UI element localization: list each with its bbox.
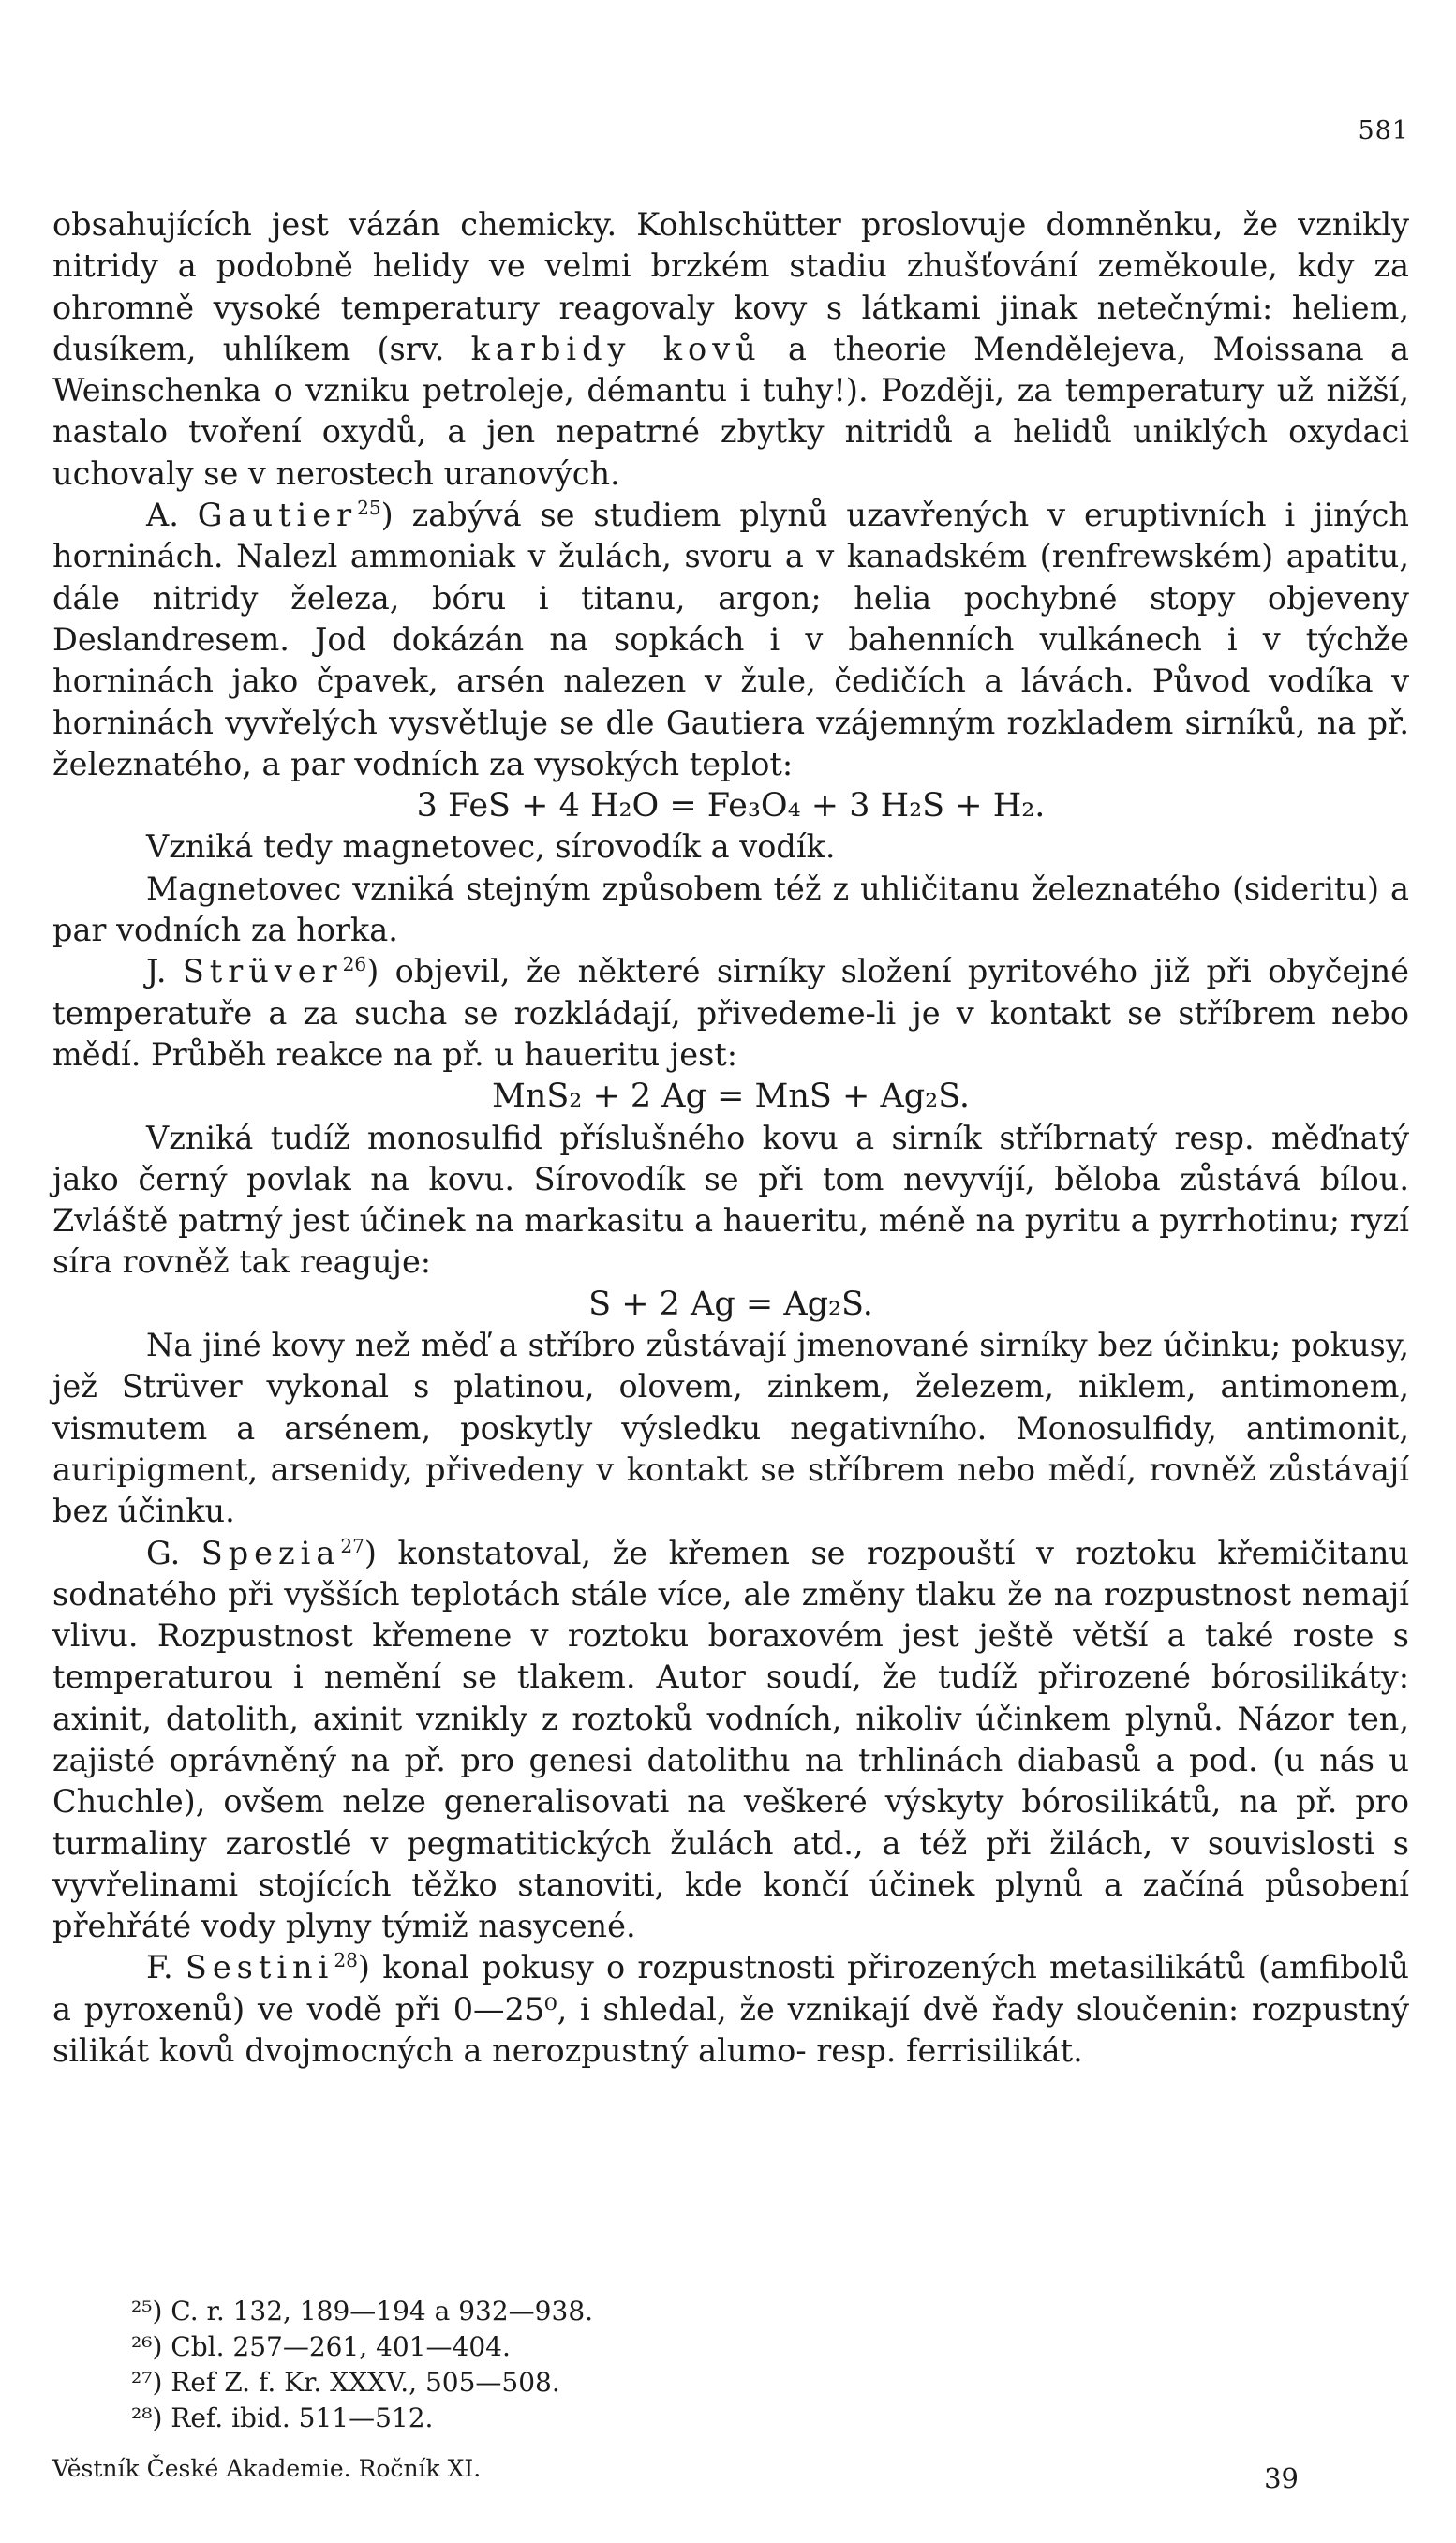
page-footer: [52, 2455, 1299, 2494]
footnote: ²⁷) Ref Z. f. Kr. XXXV., 505—508.: [131, 2367, 560, 2398]
paragraph-4: Magnetovec vzniká stejným způsobem též z uhličitanu železnatého (sideritu) a par vodních za horka.: [52, 870, 1409, 949]
footnote: ²⁵) C. r. 132, 189—194 a 932—938.: [131, 2296, 594, 2327]
author-name: Sestini: [185, 1949, 334, 1986]
paragraph-gautier: A. Gautier$^{25}$) zabývá se studiem plynů uzavřených v eruptivních i jiných horninách. Nalezl ammoniak v žulách, svoru a v kanadském (renfrewském) apatitu, dále nitridy železa, bóru i titanu, argon; helia pochybné stopy objeveny Deslandresem. Jod dokázán na sopkách i v bahenních vulkánech i v týchže horninách jako čpavek, arsén nalezen v žule, čedičích a lávách. Původ vodíka v horninách vyvřelých vysvětluje se dle Gautiera vzájemným rozkladem sirníků, na př. železnatého, a par vodních za vysokých teplot:: [52, 496, 1410, 782]
page-number: 581: [1358, 116, 1409, 145]
paragraph-6: Vzniká tudíž monosulfid příslušného kovu a sirník stříbrnatý resp. měďnatý jako černý povlak na kovu. Sírovodík se při tom nevyvíjí, běloba zůstává bílou. Zvláště patrný jest účinek na markasitu a haueritu, méně na pyritu a pyrrhotinu; ryzí síra rovněž tak reaguje:: [52, 1119, 1409, 1281]
equation-2: MnS₂ + 2 Ag = MnS + Ag₂S.: [491, 1078, 971, 1116]
footnote-ref: 28: [334, 1949, 358, 1972]
equation-1: 3 FeS + 4 H₂O = Fe₃O₄ + 3 H₂S + H₂.: [416, 787, 1046, 825]
footnote-ref: 25: [357, 496, 381, 519]
author-name: Gautier: [197, 497, 358, 534]
author-name: Spezia: [201, 1534, 341, 1571]
equation-3: S + 2 Ag = Ag₂S.: [588, 1285, 873, 1323]
footnote: ²⁶) Cbl. 257—261, 401—404.: [131, 2331, 511, 2362]
paragraph-struver: J. Strüver$^{26}$) objevil, že některé sirníky složení pyritového již při obyčejné temperatuře a za sucha se rozkládají, přivedeme-li je v kontakt se stříbrem nebo mědí. Průběh reakce na př. u haueritu jest:: [52, 953, 1410, 1073]
footnotes: [131, 2294, 593, 2436]
body-text: [52, 204, 1409, 2072]
journal-imprint: Věstník České Akademie. Ročník XI.: [52, 2455, 482, 2482]
paragraph-1: obsahujících jest vázán chemicky. Kohlschütter proslovuje domněnku, že vznikly nitridy a podobně helidy ve velmi brzkém stadiu zhušťování zeměkoule, kdy za ohromně vysoké temperatury reagovaly kovy s látkami jinak netečnými: heliem, dusíkem, uhlíkem (srv. karbidy kovů a theorie Mendělejeva, Moissana a Weinschenka o vzniku petroleje, démantu i tuhy!). Později, za temperatury už nižší, nastalo tvoření oxydů, a jen nepatrné zbytky nitridů a helidů uniklých oxydaci uchovaly se v nerostech uranových.: [52, 206, 1409, 492]
footnote-ref: 26: [342, 953, 367, 976]
footnote: ²⁸) Ref. ibid. 511—512.: [131, 2402, 434, 2433]
paragraph-3: Vzniká tedy magnetovec, sírovodík a vodík.: [146, 828, 836, 866]
paragraph-7: Na jiné kovy než měď a stříbro zůstávají jmenované sirníky bez účinku; pokusy, jež Strüver vykonal s platinou, olovem, zinkem, železem, niklem, antimonem, vismutem a arsénem, poskytly výsledku negativního. Monosulfidy, antimonit, auripigment, arsenidy, přivedeny v kontakt se stříbrem nebo mědí, rovněž zůstávají bez účinku.: [52, 1327, 1409, 1530]
signature-mark: 39: [1264, 2462, 1299, 2494]
footnote-ref: 27: [340, 1534, 364, 1557]
paragraph-spezia: G. Spezia$^{27}$) konstatoval, že křemen se rozpouští v roztoku křemičitanu sodnatého při vyšších teplotách stále více, ale změny tlaku že na rozpustnost nemají vlivu. Rozpustnost křemene v roztoku boraxovém jest ještě větší a také roste s temperaturou i nemění se tlakem. Autor soudí, že tudíž přirozené bórosilikáty: axinit, datolith, axinit vznikly z roztoků vodních, nikoliv účinkem plynů. Názor ten, zajisté oprávněný na př. pro genesi datolithu na trhlinách diabasů a pod. (u nás u Chuchle), ovšem nelze generalisovati na veškeré výskyty bórosilikátů, na př. pro turmaliny zarostlé v pegmatitických žulách atd., a též při žilách, v souvislosti s vyvřelinami stojících těžko stanoviti, kde končí účinek plynů a začíná působení přehřáté vody plyny týmiž nasycené.: [52, 1534, 1409, 1945]
spaced-term: karbidy kovů: [470, 330, 762, 367]
author-name: Strüver: [182, 953, 343, 990]
paragraph-sestini: F. Sestini$^{28}$) konal pokusy o rozpustnosti přirozených metasilikátů (amfibolů a pyroxenů) ve vodě při 0—25⁰, i shledal, že vznikají dvě řady sloučenin: rozpustný silikát kovů dvojmocných a nerozpustný alumo- resp. ferrisilikát.: [52, 1949, 1409, 2070]
